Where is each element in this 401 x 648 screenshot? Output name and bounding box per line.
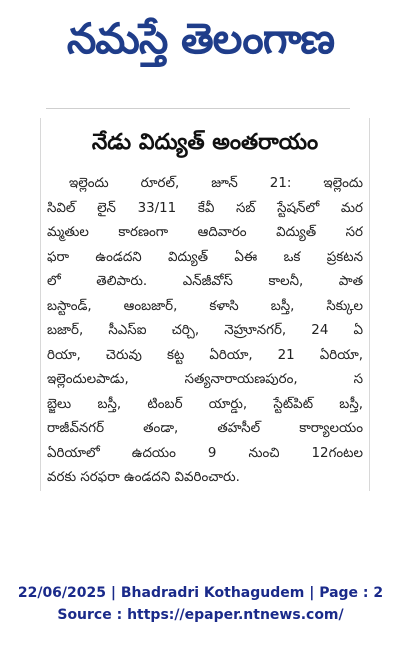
article-line: మ్మతుల కారణంగా ఆదివారం విద్యుత్ సర	[47, 225, 363, 240]
article-line: రాజీవ్‌నగర్ తండా, తహసీల్ కార్యాలయం	[47, 421, 363, 436]
article-line: బ్జెలు బస్తీ, టింబర్ యార్డు, స్టేట్‌పిట్ బస్తీ,	[47, 396, 363, 412]
footer-source: Source : https://epaper.ntnews.com/	[57, 607, 344, 623]
newspaper-logo: నమస్తే తెలంగాణ	[66, 14, 335, 63]
article-line: లో తెలిపారు. ఎన్‌జీవోస్ కాలనీ, పాత	[47, 274, 363, 289]
footer	[0, 582, 401, 626]
article-line: రియా, చెరువు కట్ట ఏరియా, 21 ఏరియా,	[47, 347, 363, 363]
footer-meta: 22/06/2025 | Bhadradri Kothagudem | Page : 2	[17, 585, 384, 601]
article-line: వరకు సరఫరా ఉండదని వివరించారు.	[47, 470, 240, 485]
article-line: ఇల్లెందులపాడు, సత్యనారాయణపురం, స	[47, 372, 363, 387]
article	[40, 118, 370, 491]
article-line: ఫరా ఉండదని విద్యుత్ ఏఈ ఒక ప్రకటన	[47, 249, 363, 265]
article-line: బజార్, సీఎస్ఐ చర్చి, నెహ్రూనగర్, 24 ఏ	[47, 323, 363, 338]
article-line: బస్టాండ్, ఆంబజార్, కళాసి బస్తీ, సిక్కుల	[47, 298, 363, 314]
article-line: సివిల్ లైన్ 33/11 కేవీ సబ్ స్టేషన్‌లో మర	[47, 200, 363, 216]
divider	[46, 108, 350, 109]
article-headline: నేడు విద్యుత్ అంతరాయం	[91, 130, 319, 155]
masthead	[0, 0, 401, 78]
article-line: ఇల్లెందు రూరల్, జూన్ 21: ఇల్లెందు	[69, 176, 363, 191]
article-line: ఏరియాలో ఉదయం 9 నుంచి 12గంటల	[47, 445, 363, 461]
